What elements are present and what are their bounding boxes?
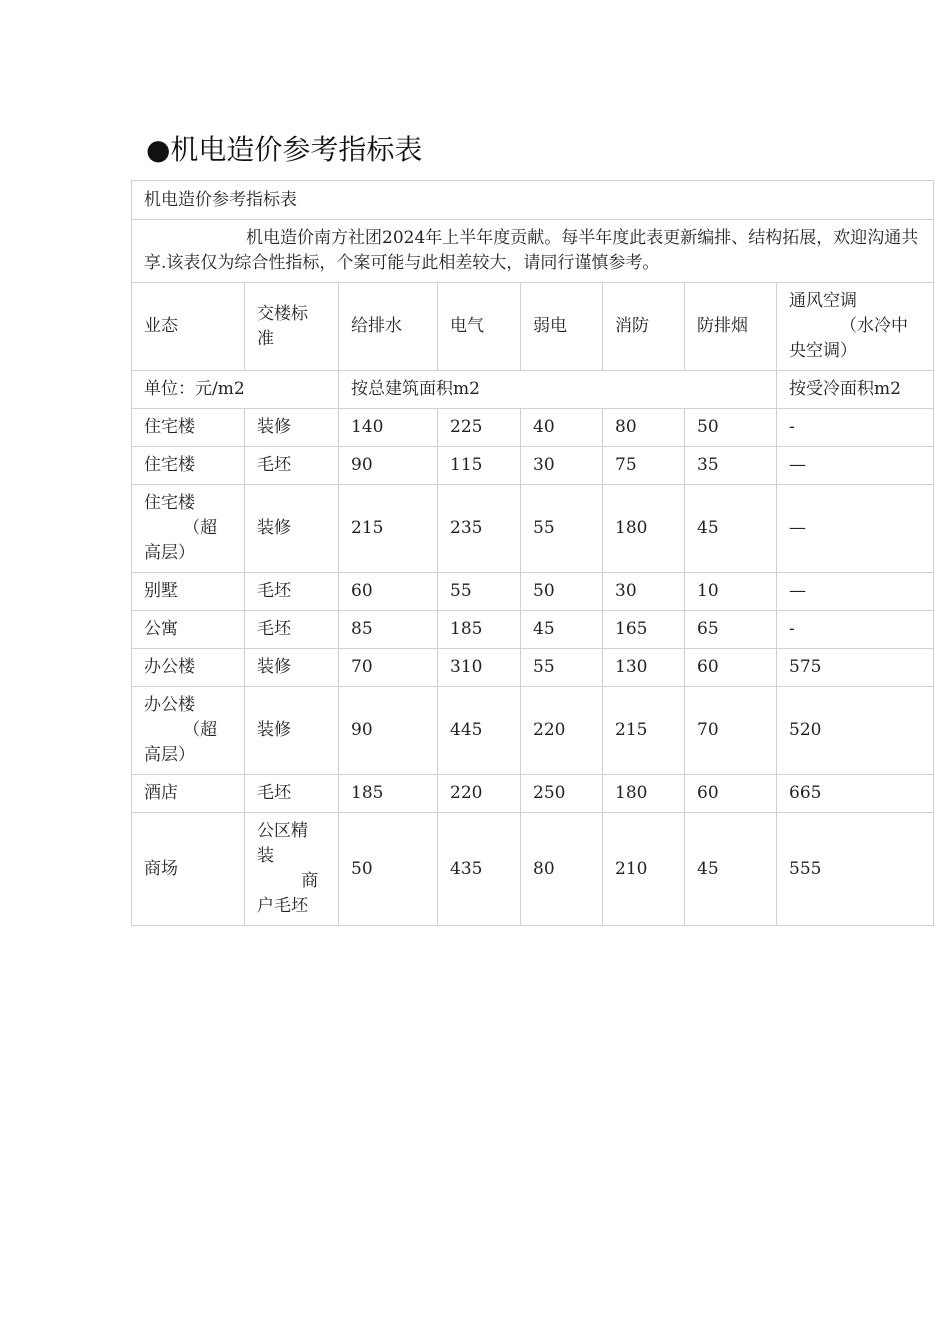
cell-standard: 毛坯 [245, 447, 339, 485]
cell-weak: 80 [521, 813, 603, 926]
cell-hvac: — [777, 573, 934, 611]
cell-type-line: 别墅 [144, 581, 178, 601]
cell-standard: 装修 [245, 687, 339, 775]
cell-water: 70 [339, 649, 438, 687]
cell-hvac: 520 [777, 687, 934, 775]
cost-index-table [131, 180, 934, 926]
table-intro-text: 机电造价南方社团2024年上半年度贡献。每半年度此表更新编排、结构拓展，欢迎沟通共享.该表仅为综合性指标，个案可能与此相差较大，请同行谨慎参考。 [144, 228, 919, 273]
unit-basis-total: 按总建筑面积m2 [339, 371, 777, 409]
cell-fire: 210 [603, 813, 685, 926]
cell-hvac: - [777, 611, 934, 649]
cell-standard: 毛坯 [245, 611, 339, 649]
table-row-mall [132, 813, 934, 926]
cell-water: 50 [339, 813, 438, 926]
cell-weak: 55 [521, 649, 603, 687]
cell-type-line: 公寓 [144, 619, 178, 639]
cell-standard [245, 813, 339, 926]
cell-smoke: 60 [685, 775, 777, 813]
mall-standard-line2: 装 [257, 846, 274, 866]
cell-type-line: 高层） [144, 745, 195, 765]
cell-fire: 215 [603, 687, 685, 775]
cell-type: 商场 [132, 813, 245, 926]
table-title-row [132, 181, 934, 220]
header-hvac-line1: 通风空调 [789, 291, 857, 311]
cell-type [132, 409, 245, 447]
unit-row [132, 371, 934, 409]
cell-standard: 毛坯 [245, 775, 339, 813]
header-weak: 弱电 [521, 283, 603, 371]
cell-fire: 165 [603, 611, 685, 649]
cell-smoke: 45 [685, 813, 777, 926]
cell-type-line: （超 [183, 720, 218, 740]
table-title: 机电造价参考指标表 [132, 181, 934, 220]
cell-fire: 75 [603, 447, 685, 485]
cell-hvac: 555 [777, 813, 934, 926]
table-intro-row [132, 220, 934, 283]
cell-hvac: 665 [777, 775, 934, 813]
table-intro [132, 220, 934, 283]
header-hvac [777, 283, 934, 371]
cell-weak: 45 [521, 611, 603, 649]
cell-type [132, 485, 245, 573]
mall-standard-line1: 公区精 [257, 821, 308, 841]
page-title: ●机电造价参考指标表 [146, 133, 423, 166]
table-row [132, 447, 934, 485]
cell-type-line: 高层） [144, 543, 195, 563]
header-hvac-line3: 央空调） [789, 341, 857, 361]
cell-weak: 220 [521, 687, 603, 775]
cell-hvac: - [777, 409, 934, 447]
cell-type-line: 住宅楼 [144, 455, 195, 475]
cell-smoke: 60 [685, 649, 777, 687]
cell-smoke: 45 [685, 485, 777, 573]
cell-type [132, 775, 245, 813]
cell-standard: 装修 [245, 485, 339, 573]
cell-fire: 30 [603, 573, 685, 611]
cell-water: 85 [339, 611, 438, 649]
cell-water: 215 [339, 485, 438, 573]
cell-fire: 180 [603, 775, 685, 813]
cell-type-line: 办公楼 [144, 695, 195, 715]
header-fire: 消防 [603, 283, 685, 371]
cell-electric: 115 [438, 447, 521, 485]
data-rows [132, 409, 934, 813]
cell-weak: 30 [521, 447, 603, 485]
mall-standard-line3: 商 [301, 871, 319, 891]
cell-electric: 55 [438, 573, 521, 611]
table-row [132, 573, 934, 611]
cell-hvac: — [777, 485, 934, 573]
cell-smoke: 35 [685, 447, 777, 485]
cell-type [132, 573, 245, 611]
header-hvac-line2: （水冷中 [840, 316, 908, 336]
cell-electric: 220 [438, 775, 521, 813]
cell-standard: 装修 [245, 649, 339, 687]
cell-weak: 40 [521, 409, 603, 447]
cell-type [132, 447, 245, 485]
cell-water: 60 [339, 573, 438, 611]
cell-smoke: 10 [685, 573, 777, 611]
cell-type-line: 住宅楼 [144, 417, 195, 437]
table-row [132, 409, 934, 447]
header-standard [245, 283, 339, 371]
cell-standard: 装修 [245, 409, 339, 447]
cell-type [132, 611, 245, 649]
table-row [132, 687, 934, 775]
cell-standard: 毛坯 [245, 573, 339, 611]
cell-type [132, 649, 245, 687]
cell-electric: 445 [438, 687, 521, 775]
unit-label: 单位：元/m2 [132, 371, 339, 409]
cell-electric: 185 [438, 611, 521, 649]
cell-hvac: — [777, 447, 934, 485]
header-smoke: 防排烟 [685, 283, 777, 371]
cell-weak: 250 [521, 775, 603, 813]
header-standard-line1: 交楼标 [257, 303, 308, 324]
cell-electric: 435 [438, 813, 521, 926]
table-row [132, 611, 934, 649]
cell-weak: 50 [521, 573, 603, 611]
cell-type [132, 687, 245, 775]
cell-fire: 80 [603, 409, 685, 447]
header-type: 业态 [132, 283, 245, 371]
cell-type-line: 酒店 [144, 783, 178, 803]
cell-fire: 130 [603, 649, 685, 687]
cell-type-line: 办公楼 [144, 657, 195, 677]
header-standard-line2: 准 [257, 328, 274, 349]
cell-smoke: 50 [685, 409, 777, 447]
table-row [132, 649, 934, 687]
cell-water: 140 [339, 409, 438, 447]
mall-standard-line4: 户毛坯 [257, 896, 308, 916]
cell-electric: 310 [438, 649, 521, 687]
cell-weak: 55 [521, 485, 603, 573]
cell-smoke: 70 [685, 687, 777, 775]
cell-water: 90 [339, 447, 438, 485]
cell-electric: 235 [438, 485, 521, 573]
cell-type-line: （超 [183, 518, 218, 538]
unit-basis-cooling: 按受冷面积m2 [777, 371, 934, 409]
cell-hvac: 575 [777, 649, 934, 687]
header-row [132, 283, 934, 371]
table-row [132, 485, 934, 573]
table-row [132, 775, 934, 813]
cell-water: 90 [339, 687, 438, 775]
cell-water: 185 [339, 775, 438, 813]
cell-smoke: 65 [685, 611, 777, 649]
cell-type-line: 住宅楼 [144, 493, 195, 513]
cell-fire: 180 [603, 485, 685, 573]
header-electric: 电气 [438, 283, 521, 371]
header-water: 给排水 [339, 283, 438, 371]
cell-electric: 225 [438, 409, 521, 447]
